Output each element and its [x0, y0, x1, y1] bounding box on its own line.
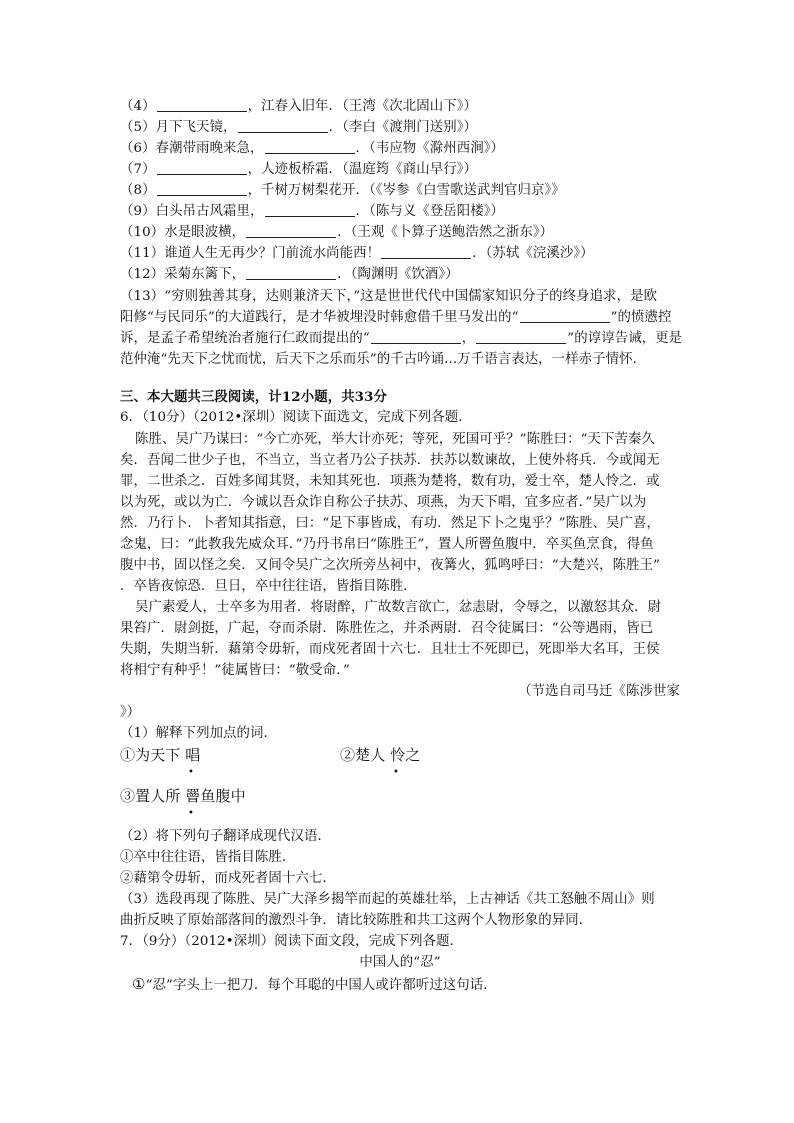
- q13-text: ”的谆谆告诫，更是: [567, 331, 683, 346]
- poem-text: 谁道人生无再少？门前流水尚能西！: [164, 246, 381, 261]
- q13-text: ”的愤懑控: [610, 310, 672, 325]
- poem-text: ，人迹板桥霜．（温庭筠《商山早行》）: [247, 162, 478, 177]
- emphasis-dot: •: [393, 767, 399, 778]
- q7-heading: 7．（9分）（2012•深圳）阅读下面文段，完成下列各题．: [120, 934, 464, 949]
- passage-line: 念鬼，曰：“此教我先威众耳．”乃丹书帛曰“陈胜王”，置人所罾鱼腹中．卒买鱼烹食，得鱼: [120, 537, 654, 552]
- poem-text: 月下飞天镜，: [155, 120, 237, 135]
- poem-text: ．（李白《渡荆门送别》）: [328, 120, 478, 135]
- poem-text: ．（苏轼《浣溪沙》）: [472, 246, 594, 261]
- answer-blank[interactable]: [157, 98, 247, 112]
- answer-blank[interactable]: [476, 330, 566, 344]
- q13-text: ，: [461, 331, 476, 346]
- translate-item-1: ①卒中往往语，皆指目陈胜．: [120, 850, 296, 865]
- emphasis-dot: •: [188, 767, 194, 778]
- q13-text: 诉，是孟子希望统治者施行仁政而提出的“: [120, 331, 370, 346]
- item-number: （8）: [120, 183, 156, 198]
- dotted-word: 怜: [390, 746, 406, 764]
- answer-blank[interactable]: [238, 119, 328, 133]
- answer-blank[interactable]: [246, 266, 336, 280]
- dotted-word: 唱: [185, 746, 201, 764]
- paragraph-text: “忍”字头上一把刀．每个耳聪的中国人或许都听过这句话．: [145, 978, 497, 993]
- subquestion-1: （1）解释下列加点的词．: [120, 726, 278, 741]
- answer-blank[interactable]: [246, 224, 336, 238]
- item-number: （7）: [120, 162, 156, 177]
- vocab-item-3: [120, 786, 680, 807]
- poem-text: ．（韦应物《滁州西涧》）: [355, 141, 505, 156]
- passage-line: 罪，二世杀之．百姓多闻其贤，未知其死也．项燕为楚将，数有功，爱士卒，楚人怜之．或: [120, 474, 660, 489]
- item-number: （12）: [120, 267, 165, 282]
- passage-line: 失期，失期当斩．藉第令毋斩，而戍死者固十六七．且壮士不死即已，死即举大名耳，王侯: [120, 642, 660, 657]
- passage-line: 矣．吾闻二世少子也，不当立，当立者乃公子扶苏．扶苏以数谏故，上使外将兵．今或闻无: [120, 453, 660, 468]
- answer-blank[interactable]: [265, 140, 355, 154]
- section-heading: 三、本大题共三段阅读，计12小题，共33分: [120, 389, 388, 405]
- poem-item-9: [120, 202, 680, 223]
- poem-text: 水是眼波横，: [164, 225, 246, 240]
- vocab-text: 之: [405, 746, 421, 764]
- poem-text: ．（陶渊明《饮酒》）: [337, 267, 459, 282]
- subquestion-3-line-1: （3）选段再现了陈胜、吴广大泽乡揭竿而起的英雄壮举，上古神话《共工怒触不周山》则: [120, 892, 655, 907]
- poem-text: 采菊东篱下，: [164, 267, 246, 282]
- item-number: （9）: [120, 204, 156, 219]
- q13-line-2: [120, 308, 680, 329]
- vocab-text: ②楚人: [340, 746, 386, 764]
- item-number: （5）: [120, 120, 156, 135]
- q6-heading: 6．（10分）（2012•深圳）阅读下面选文，完成下列各题．: [120, 410, 472, 425]
- poem-item-6: [120, 139, 680, 160]
- subquestion-2: （2）将下列句子翻译成现代汉语．: [120, 829, 331, 844]
- q13-text: 阳修“与民同乐”的大道践行，是才华被埋没时韩愈借千里马发出的“: [120, 310, 519, 325]
- poem-item-8: [120, 181, 680, 202]
- emphasis-dot: •: [188, 808, 194, 819]
- subquestion-3-line-2: 曲折反映了原始部落间的激烈斗争．请比较陈胜和共工这两个人物形象的异同．: [120, 913, 593, 928]
- paragraph-number: ①: [132, 975, 146, 993]
- q13-line-4: 范仲淹“先天下之忧而忧，后天下之乐而乐”的千古吟诵...万千语言表达，一样赤子情怀．: [120, 352, 647, 367]
- poem-text: ，江春入旧年．（王湾《次北固山下》）: [247, 99, 478, 114]
- passage-line: ．卒皆夜惊恐．旦日，卒中往往语，皆指目陈胜．: [120, 579, 417, 594]
- passage-line: 然．乃行卜．卜者知其指意，曰：“足下事皆成，有功．然足下卜之鬼乎？”陈胜、吴广喜，: [120, 516, 661, 531]
- answer-blank[interactable]: [520, 309, 610, 323]
- answer-blank[interactable]: [265, 203, 355, 217]
- passage-source-end: 》）: [120, 705, 141, 720]
- answer-blank[interactable]: [157, 182, 247, 196]
- answer-blank[interactable]: [371, 330, 461, 344]
- passage-line: 将相宁有种乎！”徒属皆曰：“敬受命．”: [120, 663, 350, 678]
- vocab-item-2: [340, 745, 540, 766]
- poem-item-5: [120, 118, 680, 139]
- poem-item-12: [120, 265, 680, 286]
- translate-item-2: ②藉第令毋斩，而戍死者固十六七．: [120, 871, 336, 886]
- item-number: （6）: [120, 141, 156, 156]
- item-number: （10）: [120, 225, 165, 240]
- poem-item-10: [120, 223, 680, 244]
- poem-item-11: [120, 244, 680, 265]
- poem-text: ．（王观《卜算子送鲍浩然之浙东》）: [337, 225, 554, 240]
- answer-blank[interactable]: [157, 161, 247, 175]
- poem-text: ．（陈与义《登岳阳楼》）: [355, 204, 505, 219]
- article-title: 中国人的“忍”: [359, 955, 441, 970]
- poem-text: ，千树万树梨花开．（《岑参《白雪歌送武判官归京》》: [247, 183, 565, 198]
- poem-text: 白头吊古风霜里，: [155, 204, 264, 219]
- article-paragraph-1: [132, 974, 692, 997]
- vocab-text: ①为天下: [120, 746, 181, 764]
- poem-item-7: [120, 160, 680, 181]
- answer-blank[interactable]: [381, 245, 471, 259]
- passage-line: 腹中书，固以怪之矣．又间令吴广之次所旁丛祠中，夜篝火，狐鸣呼曰：“大楚兴，陈胜王”: [120, 558, 661, 573]
- poem-text: 春潮带雨晚来急，: [155, 141, 264, 156]
- vocab-text: ③置人所: [120, 787, 181, 805]
- vocab-text: 鱼腹中: [200, 787, 246, 805]
- q13-line-1: （13）“穷则独善其身，达则兼济天下，”这是世世代代中国儒家知识分子的终身追求，是欧: [120, 289, 658, 304]
- passage-source: （节选自司马迁《陈涉世家: [518, 684, 680, 699]
- passage-line: 以为死，或以为亡．今诚以吾众诈自称公子扶苏、项燕，为天下唱，宜多应者．”吴广以为: [120, 495, 647, 510]
- item-number: （4）: [120, 99, 156, 114]
- dotted-word: 罾: [185, 787, 201, 805]
- item-number: （11）: [120, 246, 165, 261]
- q13-line-3: [120, 329, 683, 350]
- passage-line: 吴广素爱人，士卒多为用者．将尉醉，广故数言欲亡，忿恚尉，令辱之，以激怒其众．尉: [135, 600, 662, 615]
- passage-line: 陈胜、吴广乃谋曰：“今亡亦死，举大计亦死；等死，死国可乎？”陈胜曰：“天下苦秦久: [135, 432, 655, 447]
- poem-item-4: [120, 97, 680, 118]
- passage-line: 果笞广．尉剑挺，广起，夺而杀尉．陈胜佐之，并杀两尉．召令徒属曰：“公等遇雨，皆已: [120, 621, 654, 636]
